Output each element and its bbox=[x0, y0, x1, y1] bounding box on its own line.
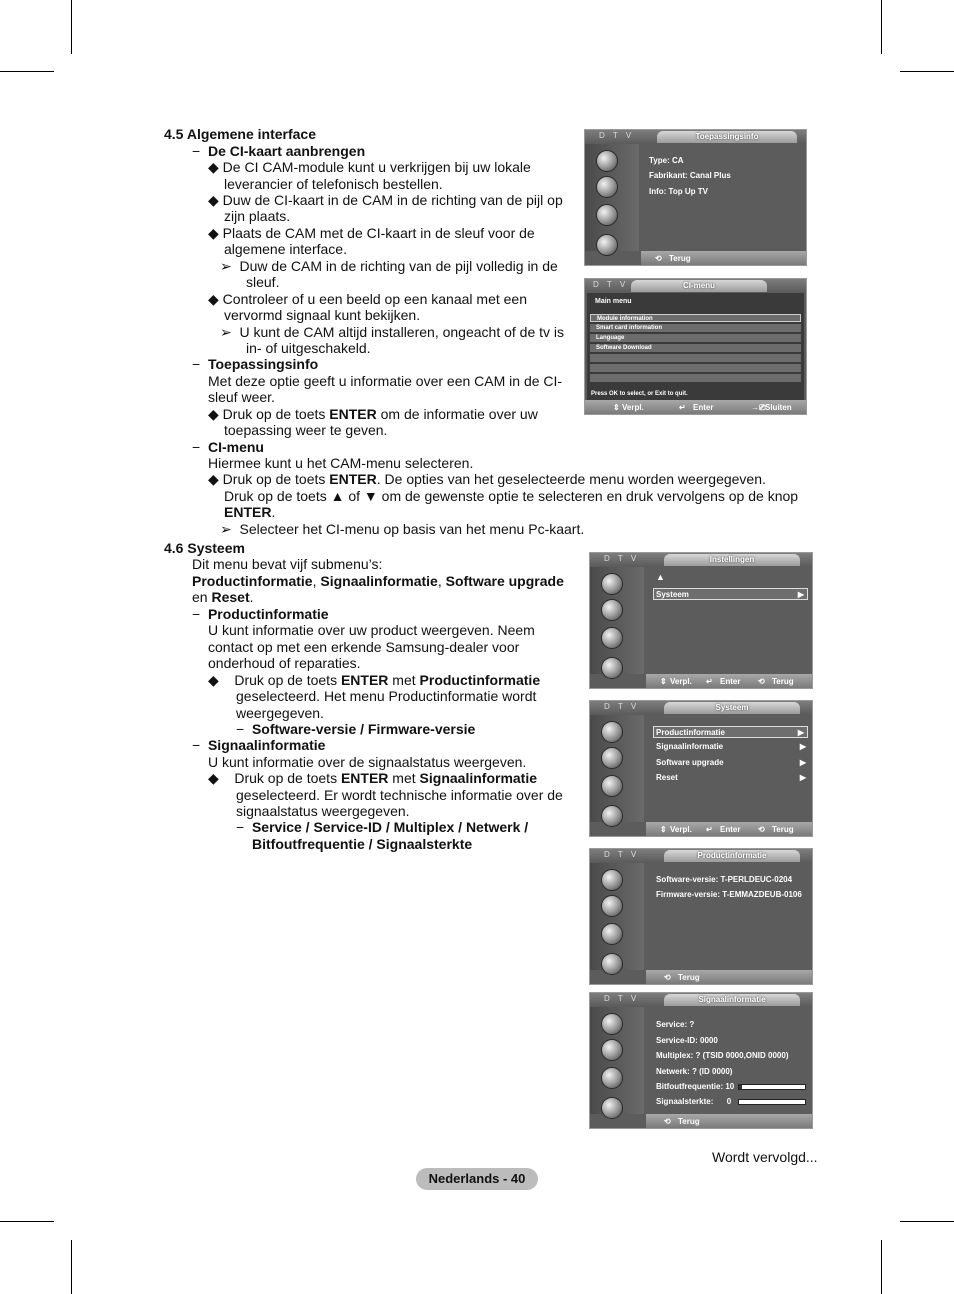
osd-signaalinformatie bbox=[589, 992, 813, 1129]
arrow-note-icon: ➢ bbox=[220, 258, 232, 274]
osd-toepassingsinfo bbox=[584, 129, 807, 266]
gear-icon bbox=[601, 923, 623, 945]
right-triangle-icon: ▶ bbox=[797, 728, 804, 737]
submenu-list: en Reset. bbox=[192, 589, 254, 605]
arrow-note-icon: ➢ bbox=[220, 521, 232, 537]
return-icon: ⟲ bbox=[758, 825, 765, 834]
diamond-icon: ◆ bbox=[208, 672, 219, 688]
crop-mark bbox=[71, 1240, 72, 1294]
osd-row: Signaalsterkte: 0 bbox=[656, 1097, 732, 1106]
osd-footer bbox=[646, 822, 812, 836]
text-line: Hiermee kunt u het CAM-menu selecteren. bbox=[208, 455, 474, 471]
subsection-ci-menu: − CI-menu bbox=[192, 439, 264, 455]
osd-row: Fabrikant: Canal Plus bbox=[649, 171, 731, 180]
crop-mark bbox=[881, 1240, 882, 1294]
crop-mark bbox=[900, 1221, 954, 1222]
input-icon bbox=[601, 869, 623, 891]
submenu-list: Productinformatie, Signaalinformatie, Software upgrade bbox=[192, 573, 564, 589]
back-label: Terug bbox=[678, 973, 700, 982]
text-line: U kunt informatie over uw product weergeven. Neem bbox=[208, 622, 535, 638]
enter-label: Enter bbox=[693, 403, 714, 412]
note: ➢ Selecteer het CI-menu op basis van het menu Pc-kaart. bbox=[220, 521, 585, 537]
osd-sidebar bbox=[590, 715, 644, 822]
bullet: ◆ Druk op de toets ENTER met Productinformatie bbox=[208, 672, 541, 688]
move-label: Verpl. bbox=[670, 825, 692, 834]
gear-icon bbox=[601, 627, 623, 649]
page-footer: Nederlands - 40 bbox=[416, 1168, 538, 1190]
up-down-icon: ⇕ bbox=[613, 403, 620, 412]
diamond-icon: ◆ bbox=[208, 225, 219, 241]
sub-items: Bitfoutfrequentie / Signaalsterkte bbox=[252, 836, 473, 852]
note: ➢ U kunt de CAM altijd installeren, ongeacht of de tv is bbox=[220, 324, 565, 340]
satellite-icon bbox=[596, 176, 618, 198]
text-line: sleuf weer. bbox=[208, 389, 275, 405]
crop-mark bbox=[900, 71, 954, 72]
text-line: in- of uitgeschakeld. bbox=[246, 340, 371, 356]
osd-row: Type: CA bbox=[649, 156, 684, 165]
dtv-label: D T V bbox=[599, 131, 635, 140]
diamond-icon: ◆ bbox=[208, 192, 219, 208]
section-title-4-6: 4.6 Systeem bbox=[164, 540, 245, 556]
dtv-label: D T V bbox=[604, 702, 640, 711]
settings-dish-icon bbox=[596, 234, 618, 256]
text-line: weergegeven. bbox=[236, 705, 324, 721]
right-triangle-icon: ▶ bbox=[797, 590, 804, 599]
sub-items: − Software-versie / Firmware-versie bbox=[236, 721, 476, 737]
text-line: Dit menu bevat vijf submenu’s: bbox=[192, 556, 383, 572]
satellite-icon bbox=[601, 1039, 623, 1061]
osd-tab-title: Productinformatie bbox=[664, 850, 800, 862]
osd-sidebar bbox=[590, 863, 644, 970]
osd-footer bbox=[641, 251, 806, 265]
input-icon bbox=[596, 150, 618, 172]
gear-icon bbox=[596, 204, 618, 226]
settings-dish-icon bbox=[601, 657, 623, 679]
bit-error-bar bbox=[738, 1084, 806, 1090]
return-icon: ⟲ bbox=[655, 254, 662, 263]
enter-icon: ↵ bbox=[706, 825, 713, 834]
settings-dish-icon bbox=[601, 805, 623, 827]
up-triangle-icon: ▲ bbox=[656, 572, 665, 582]
osd-sidebar bbox=[585, 144, 639, 251]
text-line: onderhoud of reparaties. bbox=[208, 655, 361, 671]
input-icon bbox=[601, 1013, 623, 1035]
crop-mark bbox=[71, 0, 72, 54]
osd-tab-title: Signaalinformatie bbox=[664, 994, 800, 1006]
return-icon: ⟲ bbox=[664, 1117, 671, 1126]
bullet: ◆ Duw de CI-kaart in de CAM in de richting van de pijl op bbox=[208, 192, 563, 208]
note: ➢ Duw de CAM in de richting van de pijl volledig in de bbox=[220, 258, 558, 274]
osd-footer bbox=[646, 970, 812, 984]
menu-item-reset[interactable]: Reset ▶ bbox=[656, 773, 806, 782]
dtv-label: D T V bbox=[604, 554, 640, 563]
right-triangle-icon: ▶ bbox=[799, 773, 806, 782]
text-line: U kunt informatie over de signaalstatus weergeven. bbox=[208, 754, 527, 770]
satellite-icon bbox=[601, 895, 623, 917]
ci-menu-item[interactable]: Smart card information bbox=[590, 324, 801, 332]
text-line: sleuf. bbox=[246, 274, 280, 290]
bit-error-bar-fill bbox=[739, 1085, 742, 1089]
osd-instellingen bbox=[589, 552, 813, 689]
input-icon bbox=[601, 721, 623, 743]
bullet: ◆ Plaats de CAM met de CI-kaart in de sleuf voor de bbox=[208, 225, 535, 241]
diamond-icon: ◆ bbox=[208, 471, 219, 487]
ci-main-menu-title: Main menu bbox=[595, 298, 632, 305]
input-icon bbox=[601, 573, 623, 595]
text-line: contact op met een erkende Samsung-dealer voor bbox=[208, 639, 520, 655]
right-triangle-icon: ▶ bbox=[799, 758, 806, 767]
back-label: Terug bbox=[772, 677, 794, 686]
osd-footer bbox=[585, 400, 806, 414]
continued-label: Wordt vervolgd... bbox=[712, 1149, 818, 1165]
text-line: leverancier of telefonisch bestellen. bbox=[224, 176, 443, 192]
bullet: ◆ Controleer of u een beeld op een kanaal met een bbox=[208, 291, 528, 307]
ci-menu-item[interactable]: Module information bbox=[590, 314, 801, 322]
bullet: ◆ De CI CAM-module kunt u verkrijgen bij uw lokale bbox=[208, 159, 531, 175]
text-line: Met deze optie geeft u informatie over een CAM in de CI- bbox=[208, 373, 563, 389]
enter-icon: ↵ bbox=[679, 403, 686, 412]
menu-item-signaalinformatie[interactable]: Signaalinformatie ▶ bbox=[656, 742, 806, 751]
osd-row: Info: Top Up TV bbox=[649, 187, 708, 196]
osd-row: Firmware-versie: T-EMMAZDEUB-0106 bbox=[656, 890, 802, 899]
ci-menu-item[interactable]: Software Download bbox=[590, 344, 801, 352]
up-down-icon: ⇕ bbox=[660, 825, 667, 834]
dtv-label: D T V bbox=[593, 280, 629, 289]
osd-sidebar bbox=[590, 567, 644, 674]
subsection-ci-kaart: − De CI-kaart aanbrengen bbox=[192, 143, 366, 159]
ci-menu-item-empty bbox=[590, 374, 801, 382]
subsection-toepassingsinfo: − Toepassingsinfo bbox=[192, 356, 319, 372]
back-label: Terug bbox=[669, 254, 691, 263]
text-line: geselecteerd. Er wordt technische informatie over de bbox=[236, 787, 563, 803]
osd-footer bbox=[646, 674, 812, 688]
ci-menu-item-empty bbox=[590, 364, 801, 372]
gear-icon bbox=[601, 1067, 623, 1089]
sub-items: − Service / Service-ID / Multiplex / Netwerk / bbox=[236, 819, 529, 835]
settings-dish-icon bbox=[601, 1097, 623, 1119]
diamond-icon: ◆ bbox=[208, 291, 219, 307]
text-line: Druk op de toets ▲ of ▼ om de gewenste optie te selecteren en druk vervolgens op de knop bbox=[224, 488, 799, 504]
enter-label: Enter bbox=[720, 825, 741, 834]
return-icon: ⟲ bbox=[758, 677, 765, 686]
subsection-signaalinformatie: − Signaalinformatie bbox=[192, 737, 326, 753]
crop-mark bbox=[0, 71, 54, 72]
osd-tab-title: Toepassingsinfo bbox=[657, 131, 797, 143]
text-line: zijn plaats. bbox=[224, 208, 291, 224]
move-label: Verpl. bbox=[622, 403, 644, 412]
osd-productinformatie bbox=[589, 848, 813, 985]
osd-systeem bbox=[589, 700, 813, 837]
osd-tab-title: CI-menu bbox=[631, 280, 767, 292]
right-triangle-icon: ▶ bbox=[799, 742, 806, 751]
settings-dish-icon bbox=[601, 953, 623, 975]
diamond-icon: ◆ bbox=[208, 159, 219, 175]
bullet: ◆ Druk op de toets ENTER om de informatie over uw bbox=[208, 406, 538, 422]
ci-hint: Press OK to select, or Exit to quit. bbox=[591, 391, 688, 397]
text-line: signaalstatus weergegeven. bbox=[236, 803, 410, 819]
dtv-label: D T V bbox=[604, 994, 640, 1003]
return-icon: ⟲ bbox=[664, 973, 671, 982]
dtv-label: D T V bbox=[604, 850, 640, 859]
close-label: Sluiten bbox=[765, 403, 792, 412]
arrow-note-icon: ➢ bbox=[220, 324, 232, 340]
back-label: Terug bbox=[772, 825, 794, 834]
up-down-icon: ⇕ bbox=[660, 677, 667, 686]
osd-row: Service-ID: 0000 bbox=[656, 1036, 718, 1045]
text-line: toepassing weer te geven. bbox=[224, 422, 388, 438]
subsection-productinformatie: − Productinformatie bbox=[192, 606, 329, 622]
crop-mark bbox=[881, 0, 882, 54]
text-line: algemene interface. bbox=[224, 241, 347, 257]
osd-tab-title: Systeem bbox=[664, 702, 800, 714]
ci-menu-item-empty bbox=[590, 354, 801, 362]
menu-item-software-upgrade[interactable]: Software upgrade ▶ bbox=[656, 758, 806, 767]
crop-mark bbox=[0, 1221, 54, 1222]
satellite-icon bbox=[601, 599, 623, 621]
move-label: Verpl. bbox=[670, 677, 692, 686]
bullet: ◆ Druk op de toets ENTER met Signaalinformatie bbox=[208, 770, 538, 786]
osd-row: Bitfoutfrequentie: 10 bbox=[656, 1082, 735, 1091]
enter-icon: ↵ bbox=[706, 677, 713, 686]
text-line: vervormd signaal kunt bekijken. bbox=[224, 307, 421, 323]
gear-icon bbox=[601, 775, 623, 797]
ci-menu-item[interactable]: Language bbox=[590, 334, 801, 342]
enter-label: Enter bbox=[720, 677, 741, 686]
menu-item-systeem[interactable]: Systeem ▶ bbox=[653, 588, 808, 600]
osd-row: Netwerk: ? (ID 0000) bbox=[656, 1067, 733, 1076]
text-line: geselecteerd. Het menu Productinformatie wordt bbox=[236, 688, 537, 704]
diamond-icon: ◆ bbox=[208, 770, 219, 786]
satellite-icon bbox=[601, 747, 623, 769]
bullet: ◆ Druk op de toets ENTER. De opties van het geselecteerde menu worden weergegeven. bbox=[208, 471, 766, 487]
text-line: ENTER. bbox=[224, 504, 276, 520]
ci-menu-body bbox=[587, 293, 804, 400]
osd-sidebar bbox=[590, 1007, 644, 1114]
osd-row: Service: ? bbox=[656, 1020, 695, 1029]
osd-row: Software-versie: T-PERLDEUC-0204 bbox=[656, 875, 793, 884]
menu-item-productinformatie[interactable]: Productinformatie ▶ bbox=[653, 726, 808, 738]
signal-strength-bar bbox=[738, 1099, 806, 1105]
section-title-4-5: 4.5 Algemene interface bbox=[164, 126, 316, 142]
osd-row: Multiplex: ? (TSID 0000,ONID 0000) bbox=[656, 1051, 789, 1060]
osd-ci-menu bbox=[584, 278, 807, 415]
dash: − bbox=[192, 143, 201, 159]
diamond-icon: ◆ bbox=[208, 406, 219, 422]
osd-tab-title: Instellingen bbox=[664, 554, 800, 566]
osd-footer bbox=[646, 1114, 812, 1128]
exit-icon: →⎚ bbox=[751, 403, 766, 412]
back-label: Terug bbox=[678, 1117, 700, 1126]
